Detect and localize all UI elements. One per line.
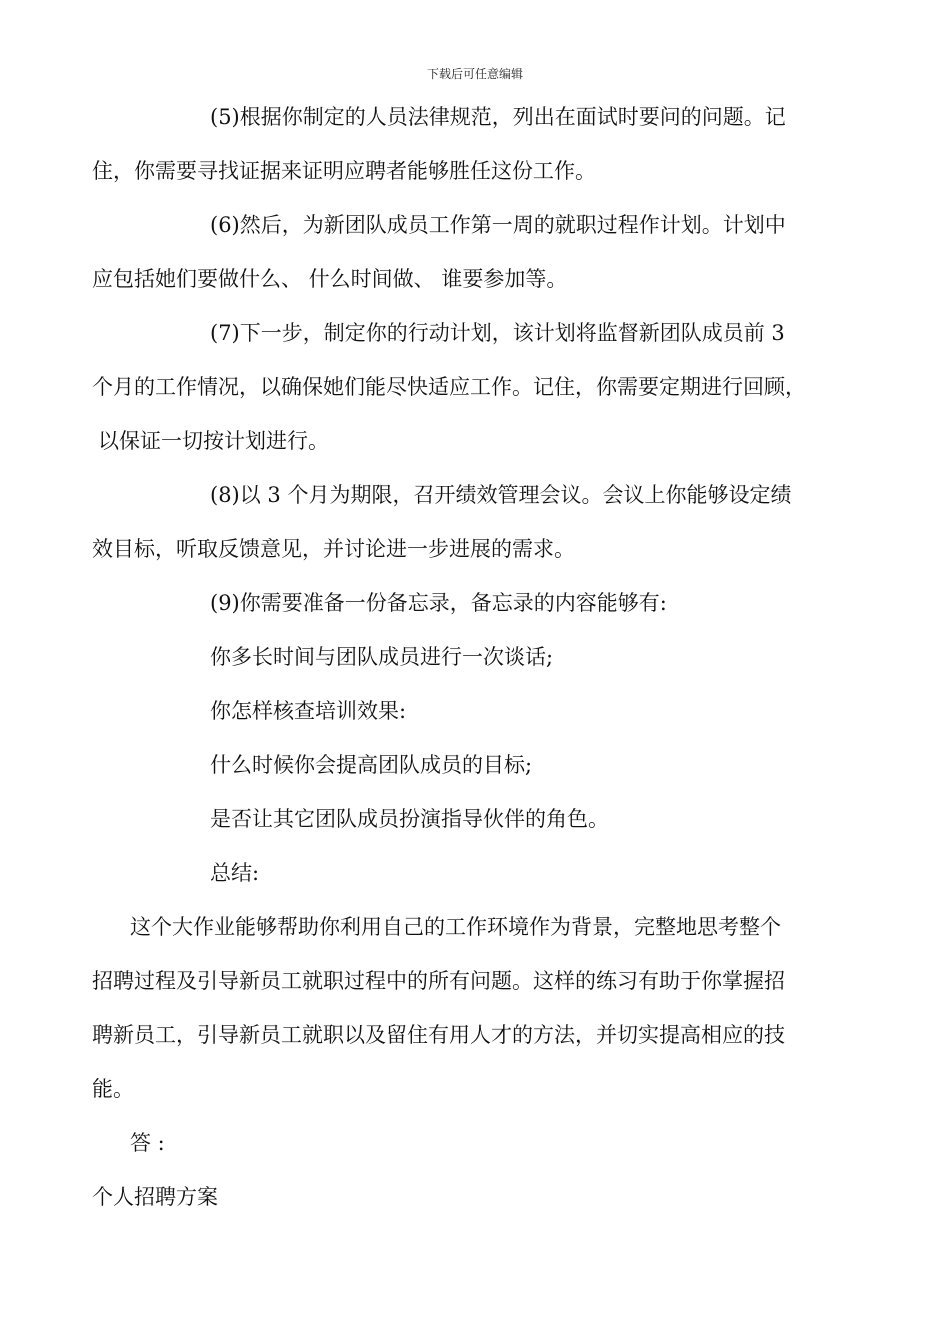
paragraph-5-line-2: 住，你需要寻找证据来证明应聘者能够胜任这份工作。 — [92, 159, 596, 183]
summary-line-4: 能。 — [92, 1077, 134, 1101]
memo-item-2: 你怎样核查培训效果: — [210, 699, 407, 723]
paragraph-7-line-1: (7)下一步，制定你的行动计划，该计划将监督新团队成员前 3 — [210, 321, 785, 345]
paragraph-6-line-1: (6)然后，为新团队成员工作第一周的就职过程作计划。计划中 — [210, 213, 786, 237]
memo-item-3: 什么时候你会提高团队成员的目标; — [210, 753, 533, 777]
plan-title: 个人招聘方案 — [92, 1185, 218, 1209]
paragraph-7-line-2: 个月的工作情况，以确保她们能尽快适应工作。记住，你需要定期进行回顾， — [92, 375, 806, 399]
paragraph-8-line-1: (8)以 3 个月为期限，召开绩效管理会议。会议上你能够设定绩 — [210, 483, 792, 507]
paragraph-7-line-3: 以保证一切按计划进行。 — [98, 429, 329, 453]
summary-label: 总结: — [210, 861, 260, 885]
summary-line-3: 聘新员工，引导新员工就职以及留住有用人才的方法，并切实提高相应的技 — [92, 1023, 785, 1047]
paragraph-5-line-1: (5)根据你制定的人员法律规范，列出在面试时要问的问题。记 — [210, 105, 786, 129]
paragraph-8-line-2: 效目标，听取反馈意见，并讨论进一步进展的需求。 — [92, 537, 575, 561]
memo-item-4: 是否让其它团队成员扮演指导伙伴的角色。 — [210, 807, 609, 831]
answer-label: 答 : — [130, 1131, 165, 1155]
document-body — [92, 90, 868, 1224]
page-header: 下载后可任意编辑 — [426, 67, 523, 81]
memo-item-1: 你多长时间与团队成员进行一次谈话; — [210, 645, 554, 669]
summary-line-1: 这个大作业能够帮助你利用自己的工作环境作为背景，完整地思考整个 — [130, 915, 781, 939]
paragraph-9-line-1: (9)你需要准备一份备忘录，备忘录的内容能够有: — [210, 591, 667, 615]
summary-line-2: 招聘过程及引导新员工就职过程中的所有问题。这样的练习有助于你掌握招 — [92, 969, 785, 993]
paragraph-6-line-2: 应包括她们要做什么、 什么时间做、 谁要参加等。 — [92, 267, 568, 291]
